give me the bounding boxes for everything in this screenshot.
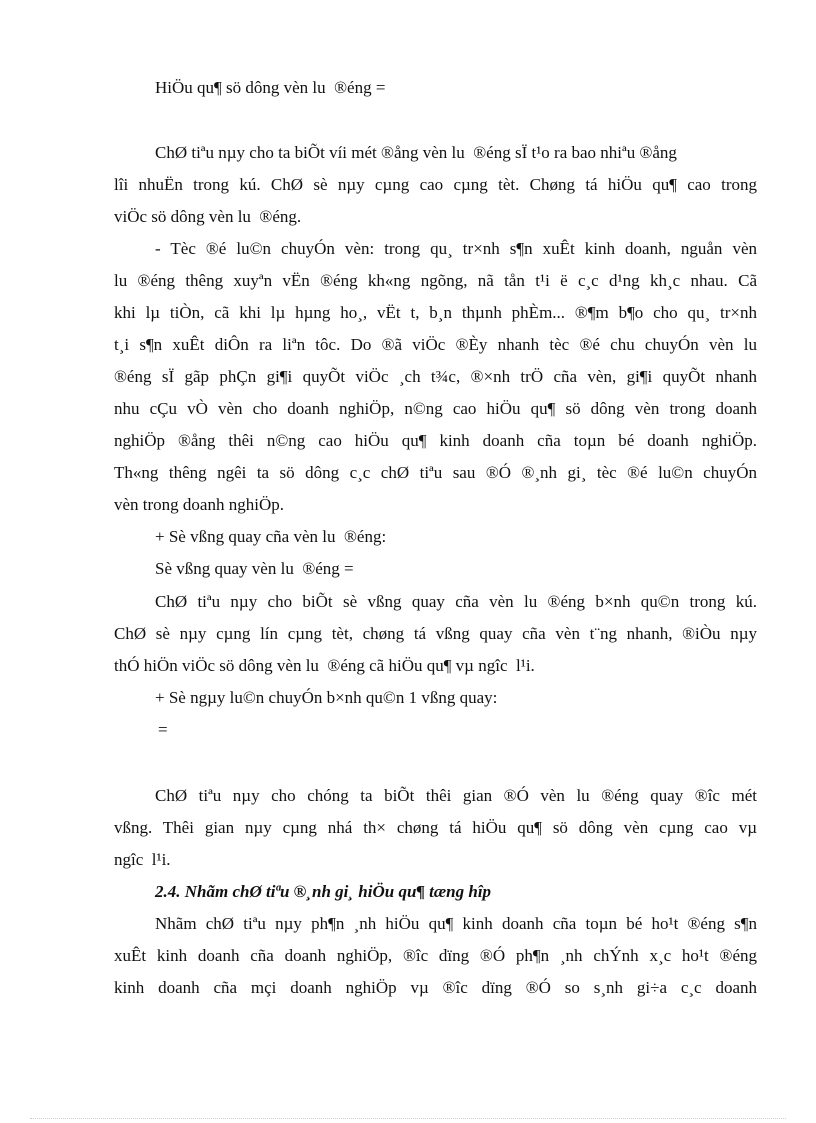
paragraph-line: - Tèc ®é lu©n chuyÓn vèn: trong qu¸ tr×nh s¶n xuÊt kinh doanh, nguån vèn	[155, 239, 757, 258]
paragraph-line: lîi nhuËn trong kú. ChØ sè nµy cµng cao cµng tèt. Chøng tá hiÖu qu¶ cao trong	[114, 175, 757, 194]
list-item: + Sè ngµy lu©n chuyÓn b×nh qu©n 1 vßng quay:	[155, 688, 498, 707]
paragraph-line: thÓ hiÖn viÖc sö dông vèn lu ®éng cã hiÖu qu¶ vµ ngîc l¹i.	[114, 656, 535, 675]
paragraph-line: ngîc l¹i.	[114, 850, 171, 869]
paragraph-line: vßng. Thêi gian nµy cµng nhá th× chøng tá hiÖu qu¶ sö dông vèn cµng cao vµ	[114, 818, 757, 837]
paragraph-line: khi lµ tiÒn, cã khi lµ hµng ho¸, vËt t, b¸n thµnh phÈm... ®¶m b¶o cho qu¸ tr×nh	[114, 303, 757, 322]
paragraph-line: ChØ tiªu nµy cho chóng ta biÕt thêi gian ®Ó vèn lu ®éng quay ®îc mét	[155, 786, 757, 805]
formula-turnover: Sè vßng quay vèn lu ®éng =	[155, 559, 354, 578]
paragraph-line: ChØ tiªu nµy cho biÕt sè vßng quay cña vèn lu ®éng b×nh qu©n trong kú.	[155, 592, 757, 611]
paragraph-line: t¸i s¶n xuÊt diÔn ra liªn tôc. Do ®ã viÖc ®Èy nhanh tèc ®é chu chuyÓn vèn lu	[114, 335, 757, 354]
paragraph-line: viÖc sö dông vèn lu ®éng.	[114, 207, 302, 226]
paragraph-line: nhu cÇu vÒ vèn cho doanh nghiÖp, n©ng cao hiÖu qu¶ sö dông vèn trong doanh	[114, 399, 757, 418]
paragraph-line: ChØ tiªu nµy cho ta biÕt víi mét ®ång vèn lu ®éng sÏ t¹o ra bao nhiªu ®ång	[155, 143, 677, 162]
section-heading: 2.4. Nhãm chØ tiªu ®¸nh gi¸ hiÖu qu¶ tæng hîp	[155, 882, 492, 901]
formula-days: =	[158, 720, 168, 739]
paragraph-line: nghiÖp ®ång thêi n©ng cao hiÖu qu¶ kinh doanh cña toµn bé doanh nghiÖp.	[114, 431, 757, 450]
paragraph-line: Th«ng thêng ngêi ta sö dông c¸c chØ tiªu sau ®Ó ®¸nh gi¸ tèc ®é lu©n chuyÓn	[114, 463, 757, 482]
paragraph-line: lu ®éng thêng xuyªn vËn ®éng kh«ng ngõng, nã tån t¹i ë c¸c d¹ng kh¸c nhau. Cã	[114, 271, 757, 290]
paragraph-line: ChØ sè nµy cµng lín cµng tèt, chøng tá vßng quay cña vèn t¨ng nhanh, ®iÒu nµy	[114, 624, 757, 643]
paragraph-line: kinh doanh cña mçi doanh nghiÖp vµ ®îc dïng ®Ó so s¸nh gi÷a c¸c doanh	[114, 978, 757, 997]
paragraph-line: ®éng sÏ gãp phÇn gi¶i quyÕt viÖc ¸ch t¾c, ®×nh trÖ cña vèn, gi¶i quyÕt nhanh	[114, 367, 757, 386]
paragraph-line: xuÊt kinh doanh cña doanh nghiÖp, ®îc dïng ®Ó ph¶n ¸nh chÝnh x¸c ho¹t ®éng	[114, 946, 757, 965]
list-item: + Sè vßng quay cña vèn lu ®éng:	[155, 527, 387, 546]
page-bottom-divider	[30, 1118, 786, 1119]
paragraph-line: Nhãm chØ tiªu nµy ph¶n ¸nh hiÖu qu¶ kinh doanh cña toµn bé ho¹t ®éng s¶n	[155, 914, 757, 933]
formula-efficiency: HiÖu qu¶ sö dông vèn lu ®éng =	[155, 78, 386, 97]
paragraph-line: vèn trong doanh nghiÖp.	[114, 495, 284, 514]
